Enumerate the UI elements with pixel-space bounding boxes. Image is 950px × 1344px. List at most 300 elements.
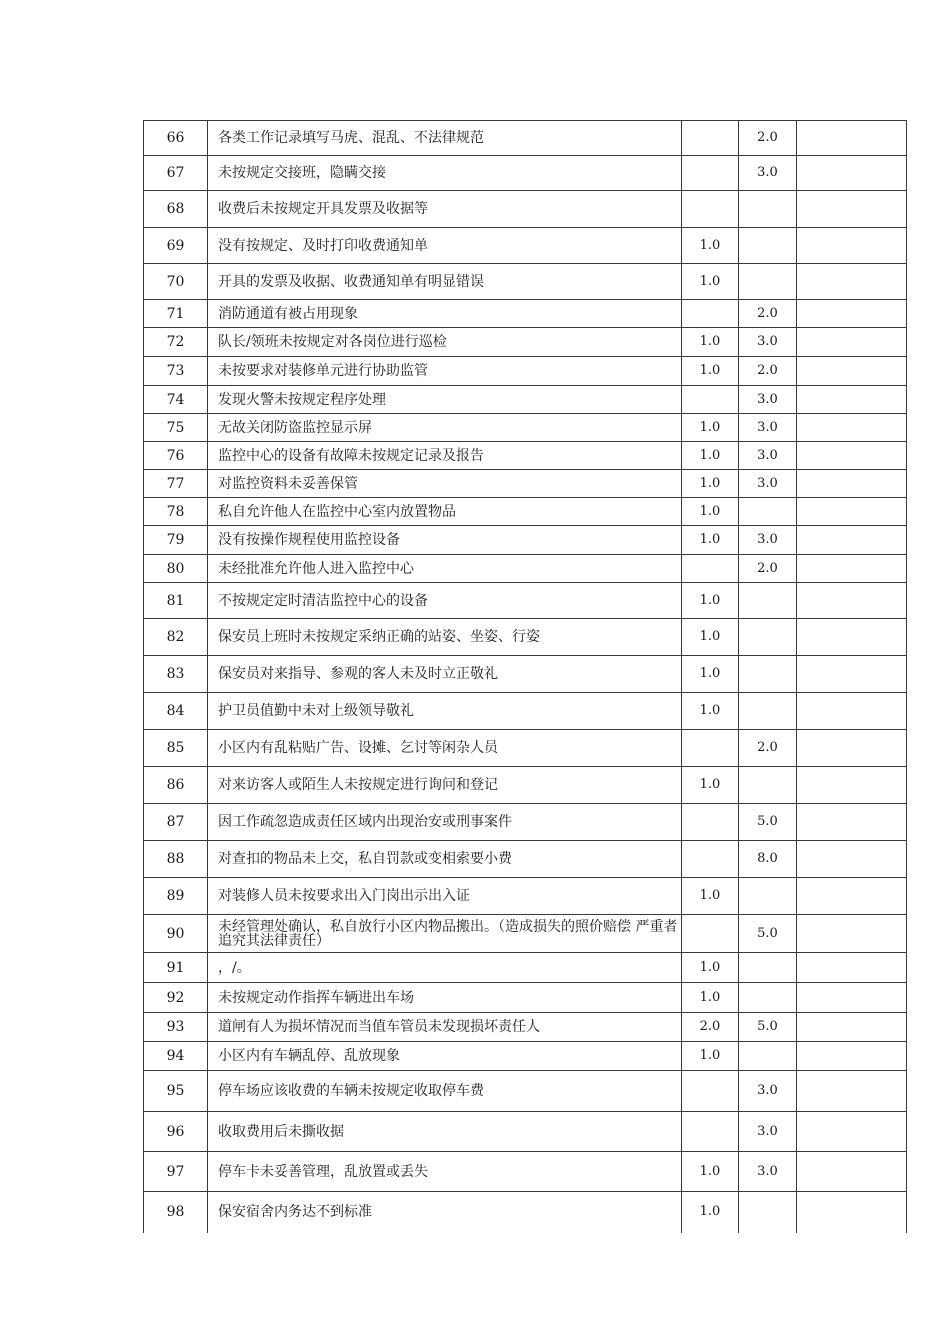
row-number-cell xyxy=(144,878,208,915)
row-score-b-cell xyxy=(739,1042,797,1071)
row-score-b-text: 2.0 xyxy=(757,560,778,576)
row-score-b-text: 3.0 xyxy=(757,165,778,180)
row-description-text: 发现火警未按规定程序处理 xyxy=(218,391,386,408)
row-description-text: 护卫员值勤中未对上级领导敬礼 xyxy=(218,703,414,719)
row-description-cell xyxy=(208,1071,682,1112)
row-score-b-text: 3.0 xyxy=(757,532,778,547)
row-score-a-text: 1.0 xyxy=(699,419,721,435)
table-row xyxy=(144,1013,907,1042)
row-score-a-cell xyxy=(682,357,739,386)
row-description-text: 没有按操作规程使用监控设备 xyxy=(218,532,400,548)
row-score-b-cell xyxy=(739,300,797,328)
table-row xyxy=(144,1071,907,1112)
row-score-b-cell xyxy=(739,656,797,693)
row-remark-cell xyxy=(797,693,907,730)
penalty-table-body xyxy=(144,121,907,1233)
row-number-cell xyxy=(144,121,208,156)
row-score-a-text: 1.0 xyxy=(699,989,721,1005)
row-score-b-cell xyxy=(739,693,797,730)
row-score-a-cell xyxy=(682,1192,739,1233)
row-number-text: 95 xyxy=(166,1083,185,1099)
row-number-cell xyxy=(144,470,208,498)
row-number-cell xyxy=(144,730,208,767)
row-score-a-cell xyxy=(682,121,739,156)
row-remark-cell xyxy=(797,414,907,442)
row-score-a-text: 1.0 xyxy=(699,1204,721,1220)
row-score-a-text: 1.0 xyxy=(699,447,721,463)
row-number-cell xyxy=(144,555,208,583)
table-row xyxy=(144,156,907,191)
table-row xyxy=(144,693,907,730)
row-description-text: 小区内有车辆乱停、乱放现象 xyxy=(218,1048,400,1064)
row-description-text: 未按规定交接班，隐瞒交接 xyxy=(218,165,386,181)
row-description-text: ，/。 xyxy=(218,959,251,976)
row-number-text: 98 xyxy=(166,1204,185,1221)
table-row xyxy=(144,228,907,264)
row-score-a-cell xyxy=(682,656,739,693)
table-row xyxy=(144,841,907,878)
row-description-cell xyxy=(208,264,682,300)
row-description-text: 没有按规定、及时打印收费通知单 xyxy=(218,237,428,254)
row-number-cell xyxy=(144,442,208,470)
row-score-a-text: 1.0 xyxy=(699,1163,721,1179)
row-number-text: 83 xyxy=(166,666,185,682)
table-row xyxy=(144,1152,907,1192)
table-row xyxy=(144,619,907,656)
row-description-text: 停车场应该收费的车辆未按规定收取停车费 xyxy=(218,1083,484,1099)
row-number-cell xyxy=(144,1042,208,1071)
table-row xyxy=(144,328,907,357)
table-row xyxy=(144,386,907,414)
row-score-a-cell xyxy=(682,1071,739,1112)
row-number-cell xyxy=(144,357,208,386)
row-score-a-text: 1.0 xyxy=(699,475,721,491)
row-number-text: 85 xyxy=(166,740,185,756)
row-remark-cell xyxy=(797,983,907,1013)
table-row xyxy=(144,470,907,498)
row-score-b-cell xyxy=(739,1071,797,1112)
row-number-text: 92 xyxy=(166,989,185,1006)
row-score-a-text: 1.0 xyxy=(699,273,721,289)
row-score-a-text: 1.0 xyxy=(699,1048,721,1063)
row-score-b-cell xyxy=(739,121,797,156)
row-description-text: 保安员上班时未按规定采纳正确的站姿、坐姿、行姿 xyxy=(218,629,540,645)
row-number-cell xyxy=(144,300,208,328)
row-remark-cell xyxy=(797,442,907,470)
row-score-a-cell xyxy=(682,264,739,300)
row-number-cell xyxy=(144,1112,208,1152)
table-row xyxy=(144,730,907,767)
row-number-text: 66 xyxy=(166,130,185,146)
row-description-text: 各类工作记录填写马虎、混乱、不法律规范 xyxy=(218,130,484,146)
row-number-cell xyxy=(144,156,208,191)
row-description-cell xyxy=(208,730,682,767)
row-description-cell xyxy=(208,878,682,915)
row-number-text: 79 xyxy=(166,532,185,548)
row-remark-cell xyxy=(797,191,907,228)
row-description-cell xyxy=(208,228,682,264)
row-score-b-text: 2.0 xyxy=(757,305,778,321)
row-remark-cell xyxy=(797,300,907,328)
row-score-a-cell xyxy=(682,1042,739,1071)
row-remark-cell xyxy=(797,228,907,264)
row-description-cell xyxy=(208,555,682,583)
row-score-b-cell xyxy=(739,555,797,583)
table-row xyxy=(144,121,907,156)
row-remark-cell xyxy=(797,526,907,555)
penalty-table xyxy=(143,120,907,1233)
row-number-cell xyxy=(144,191,208,228)
table-row xyxy=(144,526,907,555)
row-score-b-cell xyxy=(739,1112,797,1152)
row-number-text: 78 xyxy=(166,503,185,520)
table-row xyxy=(144,953,907,983)
row-score-a-cell xyxy=(682,1112,739,1152)
row-description-cell xyxy=(208,1192,682,1233)
row-remark-cell xyxy=(797,767,907,804)
row-score-b-text: 3.0 xyxy=(757,475,778,491)
table-row xyxy=(144,583,907,619)
row-score-a-cell xyxy=(682,328,739,357)
row-remark-cell xyxy=(797,498,907,526)
row-remark-cell xyxy=(797,915,907,953)
row-description-cell xyxy=(208,804,682,841)
row-score-a-cell xyxy=(682,915,739,953)
row-number-text: 87 xyxy=(166,814,185,830)
row-score-a-cell xyxy=(682,804,739,841)
row-remark-cell xyxy=(797,470,907,498)
row-description-cell xyxy=(208,386,682,414)
row-description-text: 未按规定动作指挥车辆进出车场 xyxy=(218,989,414,1006)
row-score-a-cell xyxy=(682,191,739,228)
row-description-cell xyxy=(208,300,682,328)
row-description-text: 收费后未按规定开具发票及收据等 xyxy=(218,201,428,217)
row-score-b-cell xyxy=(739,328,797,357)
row-number-text: 84 xyxy=(166,703,185,719)
row-description-text: 消防通道有被占用现象 xyxy=(218,305,358,322)
row-score-a-text: 1.0 xyxy=(699,888,721,903)
row-description-text: 收取费用后未撕收据 xyxy=(218,1123,344,1140)
row-number-text: 73 xyxy=(166,363,185,379)
row-description-cell xyxy=(208,498,682,526)
row-score-b-text: 8.0 xyxy=(757,851,778,866)
row-score-b-text: 2.0 xyxy=(757,740,778,755)
row-remark-cell xyxy=(797,878,907,915)
row-description-cell xyxy=(208,953,682,983)
row-score-b-text: 3.0 xyxy=(757,1123,778,1139)
row-score-b-text: 2.0 xyxy=(757,130,778,145)
row-number-cell xyxy=(144,1071,208,1112)
row-remark-cell xyxy=(797,804,907,841)
row-description-cell xyxy=(208,656,682,693)
table-row xyxy=(144,191,907,228)
row-score-b-cell xyxy=(739,1192,797,1233)
row-number-cell xyxy=(144,693,208,730)
row-score-b-text: 3.0 xyxy=(757,334,778,349)
row-description-text: 保安员对来指导、参观的客人未及时立正敬礼 xyxy=(218,666,498,682)
row-number-text: 69 xyxy=(166,237,185,254)
row-score-b-cell xyxy=(739,953,797,983)
row-score-a-cell xyxy=(682,1152,739,1192)
row-number-text: 97 xyxy=(166,1163,185,1180)
row-score-b-cell xyxy=(739,1013,797,1042)
table-row xyxy=(144,1192,907,1233)
row-number-text: 74 xyxy=(166,391,185,408)
row-score-a-cell xyxy=(682,470,739,498)
row-number-cell xyxy=(144,386,208,414)
row-description-cell xyxy=(208,414,682,442)
row-remark-cell xyxy=(797,1042,907,1071)
row-score-a-text: 1.0 xyxy=(699,363,721,378)
row-remark-cell xyxy=(797,1192,907,1233)
row-description-text: 不按规定定时清洁监控中心的设备 xyxy=(218,592,428,609)
row-score-b-text: 5.0 xyxy=(757,1019,778,1034)
row-remark-cell xyxy=(797,555,907,583)
row-number-cell xyxy=(144,264,208,300)
row-score-b-cell xyxy=(739,470,797,498)
row-description-cell xyxy=(208,767,682,804)
row-remark-cell xyxy=(797,953,907,983)
row-number-cell xyxy=(144,841,208,878)
row-description-text: 队长/领班未按规定对各岗位进行巡检 xyxy=(218,334,447,350)
table-row xyxy=(144,983,907,1013)
row-score-b-text: 3.0 xyxy=(757,1163,778,1179)
row-description-text: 监控中心的设备有故障未按规定记录及报告 xyxy=(218,447,484,464)
row-number-text: 67 xyxy=(166,165,185,181)
row-number-text: 88 xyxy=(166,851,185,867)
row-remark-cell xyxy=(797,264,907,300)
row-score-b-text: 3.0 xyxy=(757,419,778,435)
row-score-a-text: 1.0 xyxy=(699,629,721,644)
row-score-a-text: 1.0 xyxy=(699,503,721,519)
row-number-text: 71 xyxy=(166,305,185,322)
table-row xyxy=(144,357,907,386)
row-description-text: 停车卡未妥善管理，乱放置或丢失 xyxy=(218,1163,428,1180)
row-number-text: 76 xyxy=(166,447,185,464)
row-score-b-cell xyxy=(739,878,797,915)
table-row xyxy=(144,656,907,693)
row-description-cell xyxy=(208,1112,682,1152)
row-remark-cell xyxy=(797,357,907,386)
row-score-b-cell xyxy=(739,414,797,442)
row-number-text: 86 xyxy=(166,777,185,793)
row-description-text: 对监控资料未妥善保管 xyxy=(218,475,358,492)
row-remark-cell xyxy=(797,328,907,357)
row-remark-cell xyxy=(797,619,907,656)
row-description-cell xyxy=(208,526,682,555)
row-description-text: 道闸有人为损坏情况而当值车管员未发现损坏责任人 xyxy=(218,1019,540,1035)
row-number-cell xyxy=(144,915,208,953)
row-description-cell xyxy=(208,583,682,619)
row-number-text: 70 xyxy=(166,273,185,290)
row-score-b-cell xyxy=(739,386,797,414)
row-score-b-text: 5.0 xyxy=(757,925,778,941)
row-score-a-cell xyxy=(682,983,739,1013)
row-score-a-cell xyxy=(682,414,739,442)
row-score-a-text: 1.0 xyxy=(699,334,721,349)
row-description-text: 因工作疏忽造成责任区域内出现治安或刑事案件 xyxy=(218,814,512,830)
table-row xyxy=(144,414,907,442)
row-score-b-cell xyxy=(739,730,797,767)
row-score-a-cell xyxy=(682,953,739,983)
row-remark-cell xyxy=(797,386,907,414)
row-score-b-cell xyxy=(739,442,797,470)
row-number-cell xyxy=(144,583,208,619)
row-score-b-cell xyxy=(739,191,797,228)
row-description-cell xyxy=(208,156,682,191)
row-description-cell xyxy=(208,121,682,156)
row-description-cell xyxy=(208,191,682,228)
row-number-cell xyxy=(144,656,208,693)
row-score-a-cell xyxy=(682,767,739,804)
row-number-text: 81 xyxy=(166,592,185,609)
row-description-text: 对装修人员未按要求出入门岗出示出入证 xyxy=(218,888,470,904)
row-number-text: 91 xyxy=(166,959,185,976)
row-score-a-text: 1.0 xyxy=(699,592,721,608)
row-score-b-cell xyxy=(739,228,797,264)
row-score-a-cell xyxy=(682,300,739,328)
row-score-a-cell xyxy=(682,442,739,470)
row-remark-cell xyxy=(797,841,907,878)
table-row xyxy=(144,767,907,804)
row-score-b-cell xyxy=(739,583,797,619)
row-score-b-text: 2.0 xyxy=(757,363,778,378)
row-number-cell xyxy=(144,1192,208,1233)
row-description-cell xyxy=(208,983,682,1013)
row-score-a-cell xyxy=(682,1013,739,1042)
row-number-cell xyxy=(144,414,208,442)
row-description-cell xyxy=(208,841,682,878)
row-description-text: 对来访客人或陌生人未按规定进行询问和登记 xyxy=(218,777,498,793)
row-score-b-cell xyxy=(739,1152,797,1192)
row-remark-cell xyxy=(797,656,907,693)
row-number-cell xyxy=(144,228,208,264)
table-row xyxy=(144,555,907,583)
table-row xyxy=(144,878,907,915)
row-number-cell xyxy=(144,804,208,841)
table-row xyxy=(144,442,907,470)
row-score-a-cell xyxy=(682,386,739,414)
row-number-text: 94 xyxy=(166,1048,185,1064)
row-number-cell xyxy=(144,983,208,1013)
row-score-b-text: 3.0 xyxy=(757,391,778,407)
row-number-text: 75 xyxy=(166,419,185,436)
row-score-a-cell xyxy=(682,526,739,555)
row-description-cell xyxy=(208,328,682,357)
row-number-text: 89 xyxy=(166,888,185,904)
row-score-b-cell xyxy=(739,804,797,841)
row-score-a-cell xyxy=(682,730,739,767)
table-row xyxy=(144,1042,907,1071)
row-score-a-cell xyxy=(682,555,739,583)
row-number-cell xyxy=(144,1013,208,1042)
row-score-b-cell xyxy=(739,983,797,1013)
row-number-cell xyxy=(144,328,208,357)
row-score-a-cell xyxy=(682,498,739,526)
row-description-cell xyxy=(208,470,682,498)
row-remark-cell xyxy=(797,730,907,767)
row-number-text: 90 xyxy=(166,925,185,942)
row-description-cell xyxy=(208,1013,682,1042)
row-number-cell xyxy=(144,953,208,983)
row-number-text: 68 xyxy=(166,201,185,217)
table-row xyxy=(144,498,907,526)
row-description-text: 开具的发票及收据、收费通知单有明显错误 xyxy=(218,273,484,290)
table-row xyxy=(144,915,907,953)
row-number-text: 96 xyxy=(166,1123,185,1140)
row-score-b-text: 3.0 xyxy=(757,1083,778,1098)
row-description-text: 小区内有乱粘贴广告、设摊、乞讨等闲杂人员 xyxy=(218,740,498,756)
row-score-a-text: 1.0 xyxy=(699,237,721,253)
row-score-b-cell xyxy=(739,526,797,555)
row-number-cell xyxy=(144,498,208,526)
row-number-text: 93 xyxy=(166,1019,185,1035)
row-remark-cell xyxy=(797,1152,907,1192)
row-score-a-cell xyxy=(682,228,739,264)
row-description-cell xyxy=(208,1152,682,1192)
row-description-cell xyxy=(208,357,682,386)
row-score-b-text: 3.0 xyxy=(757,447,778,463)
row-number-text: 72 xyxy=(166,334,185,350)
row-description-text: 未经管理处确认，私自放行小区内物品搬出。（造成损失的照价赔偿 严重者追究其法律责任） xyxy=(218,918,678,949)
row-score-b-cell xyxy=(739,498,797,526)
row-number-text: 77 xyxy=(166,475,185,492)
row-score-a-text: 2.0 xyxy=(699,1019,721,1034)
row-score-a-cell xyxy=(682,878,739,915)
row-score-a-text: 1.0 xyxy=(699,777,721,792)
row-description-cell xyxy=(208,1042,682,1071)
table-row xyxy=(144,1112,907,1152)
row-score-b-cell xyxy=(739,264,797,300)
row-score-a-cell xyxy=(682,156,739,191)
row-description-cell xyxy=(208,693,682,730)
row-number-text: 82 xyxy=(166,629,185,645)
row-score-a-text: 1.0 xyxy=(699,959,721,975)
row-description-cell xyxy=(208,619,682,656)
row-score-a-text: 1.0 xyxy=(699,703,721,718)
row-number-text: 80 xyxy=(166,560,185,577)
row-score-a-text: 1.0 xyxy=(699,666,721,681)
row-remark-cell xyxy=(797,1112,907,1152)
row-number-cell xyxy=(144,619,208,656)
row-score-a-cell xyxy=(682,619,739,656)
row-description-cell xyxy=(208,915,682,953)
row-remark-cell xyxy=(797,121,907,156)
row-description-text: 保安宿舍内务达不到标准 xyxy=(218,1204,372,1221)
row-score-a-cell xyxy=(682,693,739,730)
row-description-text: 对查扣的物品未上交，私自罚款或变相索要小费 xyxy=(218,851,512,867)
table-row xyxy=(144,264,907,300)
table-row xyxy=(144,300,907,328)
row-score-b-cell xyxy=(739,156,797,191)
row-number-cell xyxy=(144,767,208,804)
row-remark-cell xyxy=(797,583,907,619)
row-score-a-text: 1.0 xyxy=(699,532,721,547)
row-score-b-cell xyxy=(739,915,797,953)
row-remark-cell xyxy=(797,1013,907,1042)
row-remark-cell xyxy=(797,156,907,191)
row-score-a-cell xyxy=(682,583,739,619)
row-score-b-cell xyxy=(739,357,797,386)
row-description-cell xyxy=(208,442,682,470)
table-row xyxy=(144,804,907,841)
row-description-text: 私自允许他人在监控中心室内放置物品 xyxy=(218,503,456,520)
row-score-b-cell xyxy=(739,619,797,656)
row-number-cell xyxy=(144,1152,208,1192)
row-remark-cell xyxy=(797,1071,907,1112)
row-description-text: 未经批准允许他人进入监控中心 xyxy=(218,560,414,577)
row-description-text: 无故关闭防盗监控显示屏 xyxy=(218,419,372,436)
